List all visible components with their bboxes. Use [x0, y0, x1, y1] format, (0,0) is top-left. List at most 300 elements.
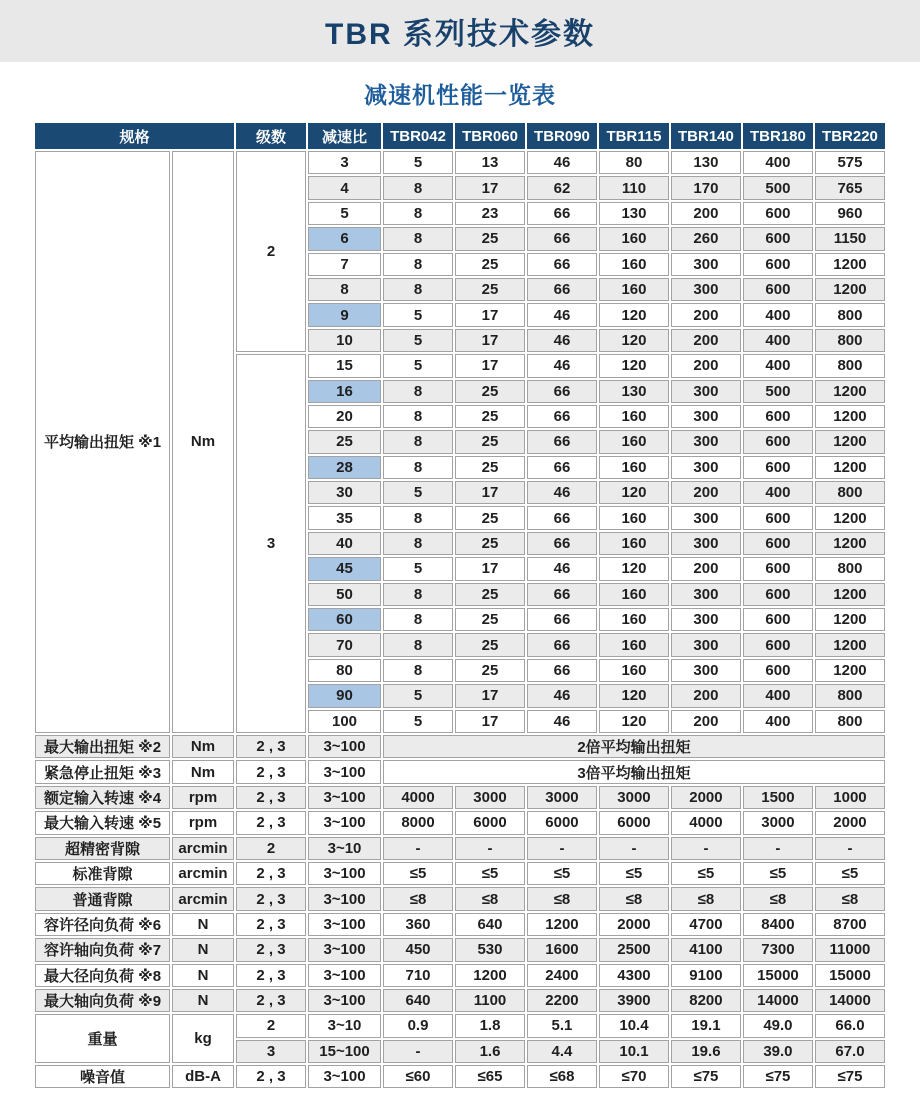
value-cell: ≤8 — [671, 887, 741, 910]
value-cell: 46 — [527, 329, 597, 352]
value-cell: 800 — [815, 481, 885, 504]
value-cell: 8 — [383, 532, 453, 555]
value-cell: 600 — [743, 659, 813, 682]
ratio-cell: 6 — [308, 227, 381, 250]
value-cell: 170 — [671, 176, 741, 199]
value-cell: ≤5 — [671, 862, 741, 885]
value-cell: 200 — [671, 303, 741, 326]
ratio-cell: 40 — [308, 532, 381, 555]
value-cell: 66 — [527, 202, 597, 225]
table-row — [35, 887, 885, 910]
unit-cell: arcmin — [172, 887, 234, 910]
value-cell: 1100 — [455, 989, 525, 1012]
value-cell: 67.0 — [815, 1040, 885, 1063]
value-cell: 25 — [455, 405, 525, 428]
value-cell: 66 — [527, 253, 597, 276]
value-cell: 575 — [815, 151, 885, 174]
stage-cell: 3 — [236, 354, 306, 733]
ratio-cell: 3~100 — [308, 989, 381, 1012]
value-cell: 300 — [671, 583, 741, 606]
value-cell: 800 — [815, 684, 885, 707]
value-cell: 600 — [743, 253, 813, 276]
value-cell: 25 — [455, 659, 525, 682]
table-row — [35, 760, 885, 783]
value-cell: 8000 — [383, 811, 453, 834]
row-label: 重量 — [35, 1014, 170, 1063]
value-cell: ≤8 — [527, 887, 597, 910]
ratio-cell: 8 — [308, 278, 381, 301]
value-cell: 8700 — [815, 913, 885, 936]
table-row — [35, 837, 885, 860]
ratio-cell: 3~100 — [308, 938, 381, 961]
value-cell: 3900 — [599, 989, 669, 1012]
column-header-model: TBR180 — [743, 123, 813, 149]
column-header-model: TBR060 — [455, 123, 525, 149]
row-label: 最大轴向负荷 ※9 — [35, 989, 170, 1012]
unit-cell: N — [172, 964, 234, 987]
value-cell: 66 — [527, 227, 597, 250]
value-cell: 1200 — [815, 380, 885, 403]
ratio-cell: 3~100 — [308, 887, 381, 910]
value-cell: 66 — [527, 659, 597, 682]
value-cell: 13 — [455, 151, 525, 174]
value-cell: 2000 — [599, 913, 669, 936]
value-cell: 25 — [455, 380, 525, 403]
value-cell: ≤5 — [599, 862, 669, 885]
ratio-cell: 7 — [308, 253, 381, 276]
value-cell: 4000 — [671, 811, 741, 834]
ratio-cell: 90 — [308, 684, 381, 707]
value-cell: 120 — [599, 684, 669, 707]
value-cell: 17 — [455, 303, 525, 326]
ratio-cell: 70 — [308, 633, 381, 656]
value-cell: 400 — [743, 303, 813, 326]
stage-cell: 2 — [236, 1014, 306, 1037]
value-cell: 200 — [671, 329, 741, 352]
ratio-cell: 5 — [308, 202, 381, 225]
value-cell: 160 — [599, 227, 669, 250]
stage-cell: 2 , 3 — [236, 913, 306, 936]
value-cell: 25 — [455, 633, 525, 656]
value-cell: 5 — [383, 557, 453, 580]
value-cell: 66.0 — [815, 1014, 885, 1037]
value-cell: 600 — [743, 456, 813, 479]
value-cell: 640 — [455, 913, 525, 936]
value-cell: 0.9 — [383, 1014, 453, 1037]
value-cell: 2200 — [527, 989, 597, 1012]
value-cell: 46 — [527, 354, 597, 377]
value-cell: 5 — [383, 481, 453, 504]
row-label: 紧急停止扭矩 ※3 — [35, 760, 170, 783]
value-cell: 200 — [671, 481, 741, 504]
value-cell: 160 — [599, 506, 669, 529]
value-cell: ≤5 — [743, 862, 813, 885]
row-label: 额定输入转速 ※4 — [35, 786, 170, 809]
value-cell: 66 — [527, 608, 597, 631]
value-cell: 1200 — [815, 405, 885, 428]
row-label: 最大输入转速 ※5 — [35, 811, 170, 834]
value-cell: 8 — [383, 227, 453, 250]
value-cell: 200 — [671, 710, 741, 733]
value-cell: 130 — [599, 380, 669, 403]
value-cell: 300 — [671, 278, 741, 301]
value-cell: 300 — [671, 430, 741, 453]
value-cell: 1150 — [815, 227, 885, 250]
value-cell: 25 — [455, 253, 525, 276]
value-cell: - — [815, 837, 885, 860]
value-cell: 25 — [455, 583, 525, 606]
value-cell: ≤8 — [599, 887, 669, 910]
value-cell: 5 — [383, 684, 453, 707]
table-row — [35, 964, 885, 987]
table-row — [35, 735, 885, 758]
value-cell: 600 — [743, 532, 813, 555]
stage-cell: 2 , 3 — [236, 862, 306, 885]
stage-cell: 2 , 3 — [236, 938, 306, 961]
value-cell: 5 — [383, 329, 453, 352]
value-cell: 8 — [383, 659, 453, 682]
value-cell: 710 — [383, 964, 453, 987]
unit-cell-torque: Nm — [172, 151, 234, 733]
ratio-cell: 3~100 — [308, 862, 381, 885]
value-cell: 1200 — [815, 583, 885, 606]
value-cell: 600 — [743, 583, 813, 606]
value-cell: 200 — [671, 557, 741, 580]
value-cell: 14000 — [815, 989, 885, 1012]
value-cell: 6000 — [527, 811, 597, 834]
value-cell: 25 — [455, 532, 525, 555]
value-cell: 200 — [671, 354, 741, 377]
value-cell: 400 — [743, 329, 813, 352]
value-cell: 160 — [599, 253, 669, 276]
value-cell: 200 — [671, 684, 741, 707]
value-cell: ≤8 — [743, 887, 813, 910]
value-cell: 300 — [671, 608, 741, 631]
table-row — [35, 811, 885, 834]
value-cell: 300 — [671, 532, 741, 555]
value-cell: 500 — [743, 176, 813, 199]
unit-cell: Nm — [172, 735, 234, 758]
value-cell: 4.4 — [527, 1040, 597, 1063]
value-cell: 8 — [383, 608, 453, 631]
ratio-cell: 3~100 — [308, 735, 381, 758]
value-cell: 600 — [743, 633, 813, 656]
value-cell: - — [599, 837, 669, 860]
unit-cell: Nm — [172, 760, 234, 783]
value-cell: 49.0 — [743, 1014, 813, 1037]
value-cell: 300 — [671, 380, 741, 403]
value-cell: ≤68 — [527, 1065, 597, 1088]
value-cell: 25 — [455, 506, 525, 529]
value-cell: 120 — [599, 481, 669, 504]
ratio-cell: 3~100 — [308, 786, 381, 809]
row-label: 普通背隙 — [35, 887, 170, 910]
ratio-cell: 30 — [308, 481, 381, 504]
value-cell: 800 — [815, 303, 885, 326]
value-cell: 2500 — [599, 938, 669, 961]
value-cell: 66 — [527, 380, 597, 403]
stage-cell: 2 — [236, 151, 306, 352]
value-cell: 400 — [743, 481, 813, 504]
value-cell: 1.8 — [455, 1014, 525, 1037]
stage-cell: 2 , 3 — [236, 811, 306, 834]
table-row — [35, 786, 885, 809]
value-cell: 160 — [599, 430, 669, 453]
value-cell: 1.6 — [455, 1040, 525, 1063]
ratio-cell: 25 — [308, 430, 381, 453]
value-cell: 1200 — [815, 278, 885, 301]
spec-table-body — [35, 151, 885, 1088]
ratio-cell: 3~100 — [308, 964, 381, 987]
value-cell: 8 — [383, 633, 453, 656]
span-cell: 3倍平均输出扭矩 — [383, 760, 885, 783]
value-cell: 600 — [743, 506, 813, 529]
value-cell: 120 — [599, 710, 669, 733]
value-cell: 2000 — [815, 811, 885, 834]
value-cell: 130 — [671, 151, 741, 174]
value-cell: 640 — [383, 989, 453, 1012]
value-cell: 8 — [383, 506, 453, 529]
value-cell: ≤75 — [671, 1065, 741, 1088]
value-cell: 66 — [527, 506, 597, 529]
value-cell: 1200 — [815, 456, 885, 479]
row-label: 容许轴向负荷 ※7 — [35, 938, 170, 961]
value-cell: 17 — [455, 354, 525, 377]
value-cell: 3000 — [455, 786, 525, 809]
value-cell: 800 — [815, 354, 885, 377]
stage-cell: 2 , 3 — [236, 1065, 306, 1088]
ratio-cell: 10 — [308, 329, 381, 352]
row-label: 超精密背隙 — [35, 837, 170, 860]
value-cell: ≤5 — [455, 862, 525, 885]
value-cell: 300 — [671, 506, 741, 529]
value-cell: 19.1 — [671, 1014, 741, 1037]
ratio-cell: 80 — [308, 659, 381, 682]
stage-cell: 2 , 3 — [236, 735, 306, 758]
ratio-cell: 3~100 — [308, 760, 381, 783]
value-cell: 17 — [455, 710, 525, 733]
column-header-model: TBR042 — [383, 123, 453, 149]
value-cell: 80 — [599, 151, 669, 174]
value-cell: 17 — [455, 557, 525, 580]
value-cell: 11000 — [815, 938, 885, 961]
value-cell: 160 — [599, 278, 669, 301]
stage-cell: 2 , 3 — [236, 964, 306, 987]
table-row — [35, 151, 885, 174]
value-cell: 6000 — [455, 811, 525, 834]
ratio-cell: 15~100 — [308, 1040, 381, 1063]
value-cell: 1200 — [455, 964, 525, 987]
row-label-torque: 平均输出扭矩 ※1 — [35, 151, 170, 733]
ratio-cell: 50 — [308, 583, 381, 606]
value-cell: 25 — [455, 456, 525, 479]
value-cell: 400 — [743, 354, 813, 377]
value-cell: 8 — [383, 176, 453, 199]
value-cell: - — [743, 837, 813, 860]
stage-cell: 2 , 3 — [236, 989, 306, 1012]
ratio-cell: 28 — [308, 456, 381, 479]
value-cell: 5 — [383, 151, 453, 174]
value-cell: 360 — [383, 913, 453, 936]
value-cell: 10.1 — [599, 1040, 669, 1063]
unit-cell: kg — [172, 1014, 234, 1063]
value-cell: 66 — [527, 583, 597, 606]
value-cell: 530 — [455, 938, 525, 961]
value-cell: 500 — [743, 380, 813, 403]
ratio-cell: 20 — [308, 405, 381, 428]
value-cell: 66 — [527, 456, 597, 479]
value-cell: 400 — [743, 710, 813, 733]
ratio-cell: 9 — [308, 303, 381, 326]
stage-cell: 3 — [236, 1040, 306, 1063]
spec-table-head — [35, 123, 885, 149]
row-label: 标准背隙 — [35, 862, 170, 885]
stage-cell: 2 — [236, 837, 306, 860]
page-title: TBR 系列技术参数 — [325, 18, 595, 51]
value-cell: 25 — [455, 430, 525, 453]
column-header-spec: 规格 — [35, 123, 234, 149]
value-cell: 260 — [671, 227, 741, 250]
value-cell: 8400 — [743, 913, 813, 936]
value-cell: 25 — [455, 227, 525, 250]
value-cell: 110 — [599, 176, 669, 199]
value-cell: 8 — [383, 405, 453, 428]
value-cell: 300 — [671, 659, 741, 682]
value-cell: 8 — [383, 278, 453, 301]
table-row — [35, 913, 885, 936]
value-cell: 4700 — [671, 913, 741, 936]
value-cell: 4000 — [383, 786, 453, 809]
row-label: 噪音值 — [35, 1065, 170, 1088]
value-cell: 8200 — [671, 989, 741, 1012]
unit-cell: N — [172, 938, 234, 961]
value-cell: 1200 — [815, 608, 885, 631]
table-row — [35, 1014, 885, 1037]
value-cell: 4300 — [599, 964, 669, 987]
value-cell: 300 — [671, 253, 741, 276]
value-cell: 46 — [527, 684, 597, 707]
stage-cell: 2 , 3 — [236, 786, 306, 809]
value-cell: 39.0 — [743, 1040, 813, 1063]
value-cell: - — [455, 837, 525, 860]
value-cell: 17 — [455, 684, 525, 707]
value-cell: ≤5 — [815, 862, 885, 885]
ratio-cell: 3~100 — [308, 913, 381, 936]
value-cell: 5 — [383, 303, 453, 326]
value-cell: ≤8 — [815, 887, 885, 910]
value-cell: 66 — [527, 278, 597, 301]
value-cell: 46 — [527, 151, 597, 174]
value-cell: 8 — [383, 583, 453, 606]
value-cell: 120 — [599, 354, 669, 377]
ratio-cell: 35 — [308, 506, 381, 529]
value-cell: 9100 — [671, 964, 741, 987]
value-cell: 400 — [743, 151, 813, 174]
value-cell: 600 — [743, 278, 813, 301]
value-cell: ≤75 — [815, 1065, 885, 1088]
value-cell: 3000 — [527, 786, 597, 809]
value-cell: 160 — [599, 633, 669, 656]
table-row — [35, 862, 885, 885]
value-cell: 1500 — [743, 786, 813, 809]
stage-cell: 2 , 3 — [236, 887, 306, 910]
value-cell: 1200 — [815, 506, 885, 529]
value-cell: 1200 — [527, 913, 597, 936]
value-cell: 2000 — [671, 786, 741, 809]
spec-table — [33, 121, 887, 1090]
column-header-stages: 级数 — [236, 123, 306, 149]
row-label: 最大输出扭矩 ※2 — [35, 735, 170, 758]
value-cell: 300 — [671, 633, 741, 656]
table-row — [35, 989, 885, 1012]
value-cell: 66 — [527, 633, 597, 656]
row-label: 最大径向负荷 ※8 — [35, 964, 170, 987]
value-cell: 5 — [383, 354, 453, 377]
value-cell: 8 — [383, 380, 453, 403]
value-cell: 3000 — [599, 786, 669, 809]
value-cell: 765 — [815, 176, 885, 199]
value-cell: 1200 — [815, 633, 885, 656]
value-cell: 17 — [455, 329, 525, 352]
value-cell: 6000 — [599, 811, 669, 834]
value-cell: 160 — [599, 405, 669, 428]
value-cell: 15000 — [743, 964, 813, 987]
value-cell: - — [383, 837, 453, 860]
value-cell: 46 — [527, 303, 597, 326]
value-cell: 62 — [527, 176, 597, 199]
value-cell: ≤75 — [743, 1065, 813, 1088]
span-cell: 2倍平均输出扭矩 — [383, 735, 885, 758]
unit-cell: rpm — [172, 786, 234, 809]
value-cell: - — [527, 837, 597, 860]
column-header-model: TBR140 — [671, 123, 741, 149]
row-label: 容许径向负荷 ※6 — [35, 913, 170, 936]
ratio-cell: 3~100 — [308, 1065, 381, 1088]
ratio-cell: 15 — [308, 354, 381, 377]
value-cell: 66 — [527, 430, 597, 453]
value-cell: ≤70 — [599, 1065, 669, 1088]
value-cell: 120 — [599, 303, 669, 326]
column-header-model: TBR115 — [599, 123, 669, 149]
value-cell: ≤5 — [383, 862, 453, 885]
header-row — [35, 123, 885, 149]
value-cell: 600 — [743, 430, 813, 453]
value-cell: 120 — [599, 557, 669, 580]
value-cell: 23 — [455, 202, 525, 225]
unit-cell: N — [172, 989, 234, 1012]
ratio-cell: 3 — [308, 151, 381, 174]
value-cell: 160 — [599, 659, 669, 682]
value-cell: 25 — [455, 608, 525, 631]
value-cell: 160 — [599, 532, 669, 555]
value-cell: 10.4 — [599, 1014, 669, 1037]
value-cell: 25 — [455, 278, 525, 301]
value-cell: 160 — [599, 583, 669, 606]
value-cell: 8 — [383, 430, 453, 453]
value-cell: 800 — [815, 329, 885, 352]
unit-cell: arcmin — [172, 862, 234, 885]
value-cell: 120 — [599, 329, 669, 352]
value-cell: 160 — [599, 456, 669, 479]
value-cell: 3000 — [743, 811, 813, 834]
value-cell: 160 — [599, 608, 669, 631]
value-cell: 300 — [671, 456, 741, 479]
ratio-cell: 3~10 — [308, 1014, 381, 1037]
value-cell: ≤60 — [383, 1065, 453, 1088]
value-cell: 8 — [383, 202, 453, 225]
value-cell: 66 — [527, 405, 597, 428]
title-band — [0, 0, 920, 62]
